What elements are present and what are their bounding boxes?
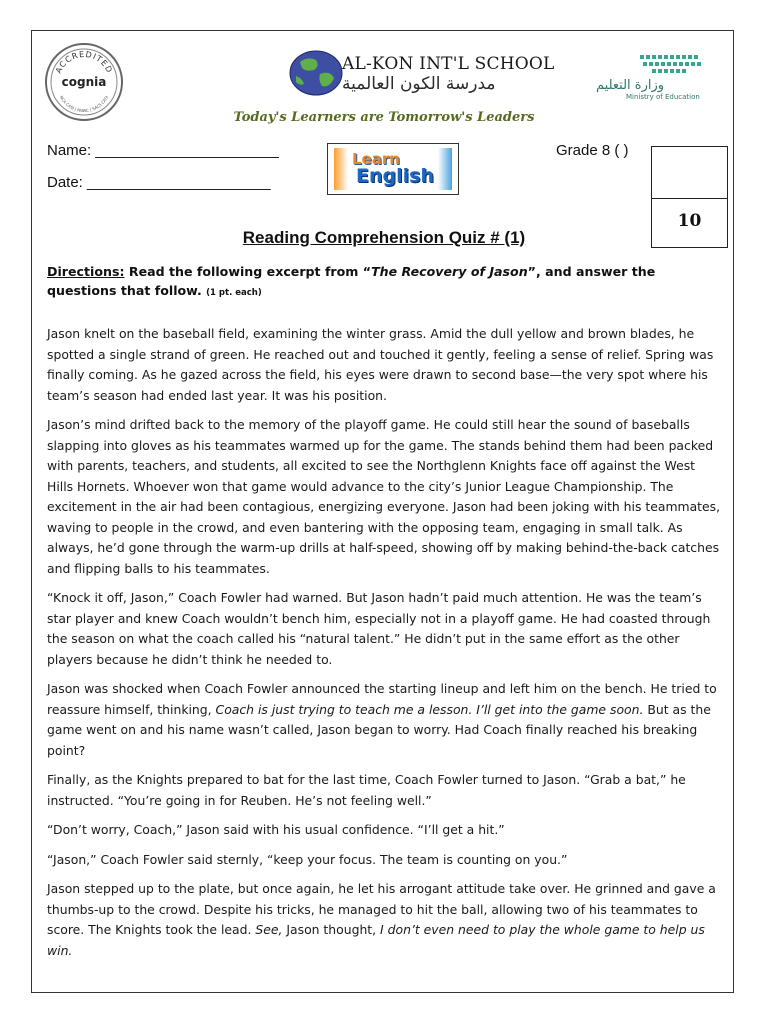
date-field-label: Date: ______________________ [47,174,271,191]
p4-text-a: Jason was shocked when Coach Fowler announced the starting lineup and left him on the bench. He tried to reassure himself, thinking, [47,681,717,717]
p8-thought: I don’t even need to play the whole game to help us win. [47,922,705,958]
p4-text-c: But as the game went on and his name wasn’t called, Jason began to worry. Had Coach finally reached his breaking point? [47,701,711,758]
grade-label: Grade 8 ( ) [556,142,629,159]
score-divider [652,198,727,199]
seal-top-text: ACCREDITED [53,49,115,75]
english-word: English [356,165,434,187]
reading-passage [47,324,723,970]
ministry-name-english: Ministry of Education [626,93,700,101]
directions-text-end: ”, and answer the questions that follow. [47,264,656,298]
ministry-name-arabic: وزارة التعليم [596,78,665,93]
passage-paragraph-7: “Jason,” Coach Fowler said sternly, “keep your focus. The team is counting on you.” [47,851,568,867]
p8-text-c: Jason thought, [282,922,381,937]
p4-thought: Coach is just trying to teach me a lesson. I’ll get into the game soon. [215,701,644,717]
directions-text-start: Read the following excerpt from “ [124,264,372,279]
p8-thought-see: See, [255,922,283,937]
points-note: (1 pt. each) [206,288,262,298]
school-globe-logo [286,50,346,96]
quiz-title: Reading Comprehension Quiz # (1) [242,228,526,247]
directions [47,262,719,303]
score-total: 10 [677,211,702,231]
passage-paragraph-8 [47,879,723,961]
svg-text:ACCREDITED [54,50,114,75]
ministry-dots-icon [640,53,710,75]
passage-paragraph-6: “Don’t worry, Coach,” Jason said with his usual confidence. “I’ll get a hit.” [47,822,505,837]
school-name-arabic: مدرسة الكون العالمية [342,74,496,94]
learn-word: Learn [352,150,400,168]
learn-english-banner [327,143,459,195]
p8-text-a: Jason stepped up to the plate, but once again, he let his arrogant attitude take over. He grinned and gave a thumbs-up to the crowd. Despite his tricks, he managed to hit the ball, allowing two of his teammates to score. The Knights took the lead. [47,881,716,937]
school-name-english: AL-KON INT'L SCHOOL [342,54,555,74]
passage-paragraph-3: “Knock it off, Jason,” Coach Fowler had warned. But Jason hadn’t paid much attention. He was the team’s star player and knew Coach wouldn’t bench him, especially not in a playoff game. He had coasted through the season on what the coach called his “natural talent.” He didn’t put in the same effort as the other players because he didn’t think he needed to. [47,590,711,667]
cognia-logo-text: cognia [61,75,107,89]
name-field-label: Name: ______________________ [47,142,279,159]
passage-paragraph-4 [47,679,723,761]
seal-graphic [47,45,121,119]
learn-english-art [334,148,452,190]
directions-label: Directions: [47,264,125,279]
work-title: The Recovery of Jason [371,264,528,279]
passage-paragraph-5: Finally, as the Knights prepared to bat for the last time, Coach Fowler turned to Jason. “Grab a bat,” he instructed. “You’re going in for Reuben. He’s not feeling well.” [47,772,686,808]
seal-bottom-text: NCA CASI | NWAC | SACS CASI [58,94,110,114]
passage-paragraph-1: Jason knelt on the baseball field, examining the winter grass. Amid the dull yellow and brown blades, he spotted a single strand of green. He reached out and touched it gently, feeling a sense of relief. Spring was finally coming. As he gazed across the field, his eyes were drawn to second base—the very spot where his team’s season had ended last year. It was his position. [47,326,714,403]
school-tagline: Today's Learners are Tomorrow's Leaders [233,110,535,125]
passage-paragraph-2: Jason’s mind drifted back to the memory of the playoff game. He could still hear the sound of baseballs slapping into gloves as his teammates warmed up for the game. The stands behind them had been packed with parents, teachers, and students, all excited to see the Northglenn Knights face off against the West Hills Hornets. Whoever won that game would advance to the city’s Junior League Championship. The excitement in the air had been contagious, energizing everyone. Jason had been joking with his teammates, waving to people in the crowd, and even bantering with the opposing team, engaging in small talk. As always, he’d gone through the warm-up drills at half-speed, showing off by making behind-the-back catches and flipping balls to his teammates. [47,417,721,576]
